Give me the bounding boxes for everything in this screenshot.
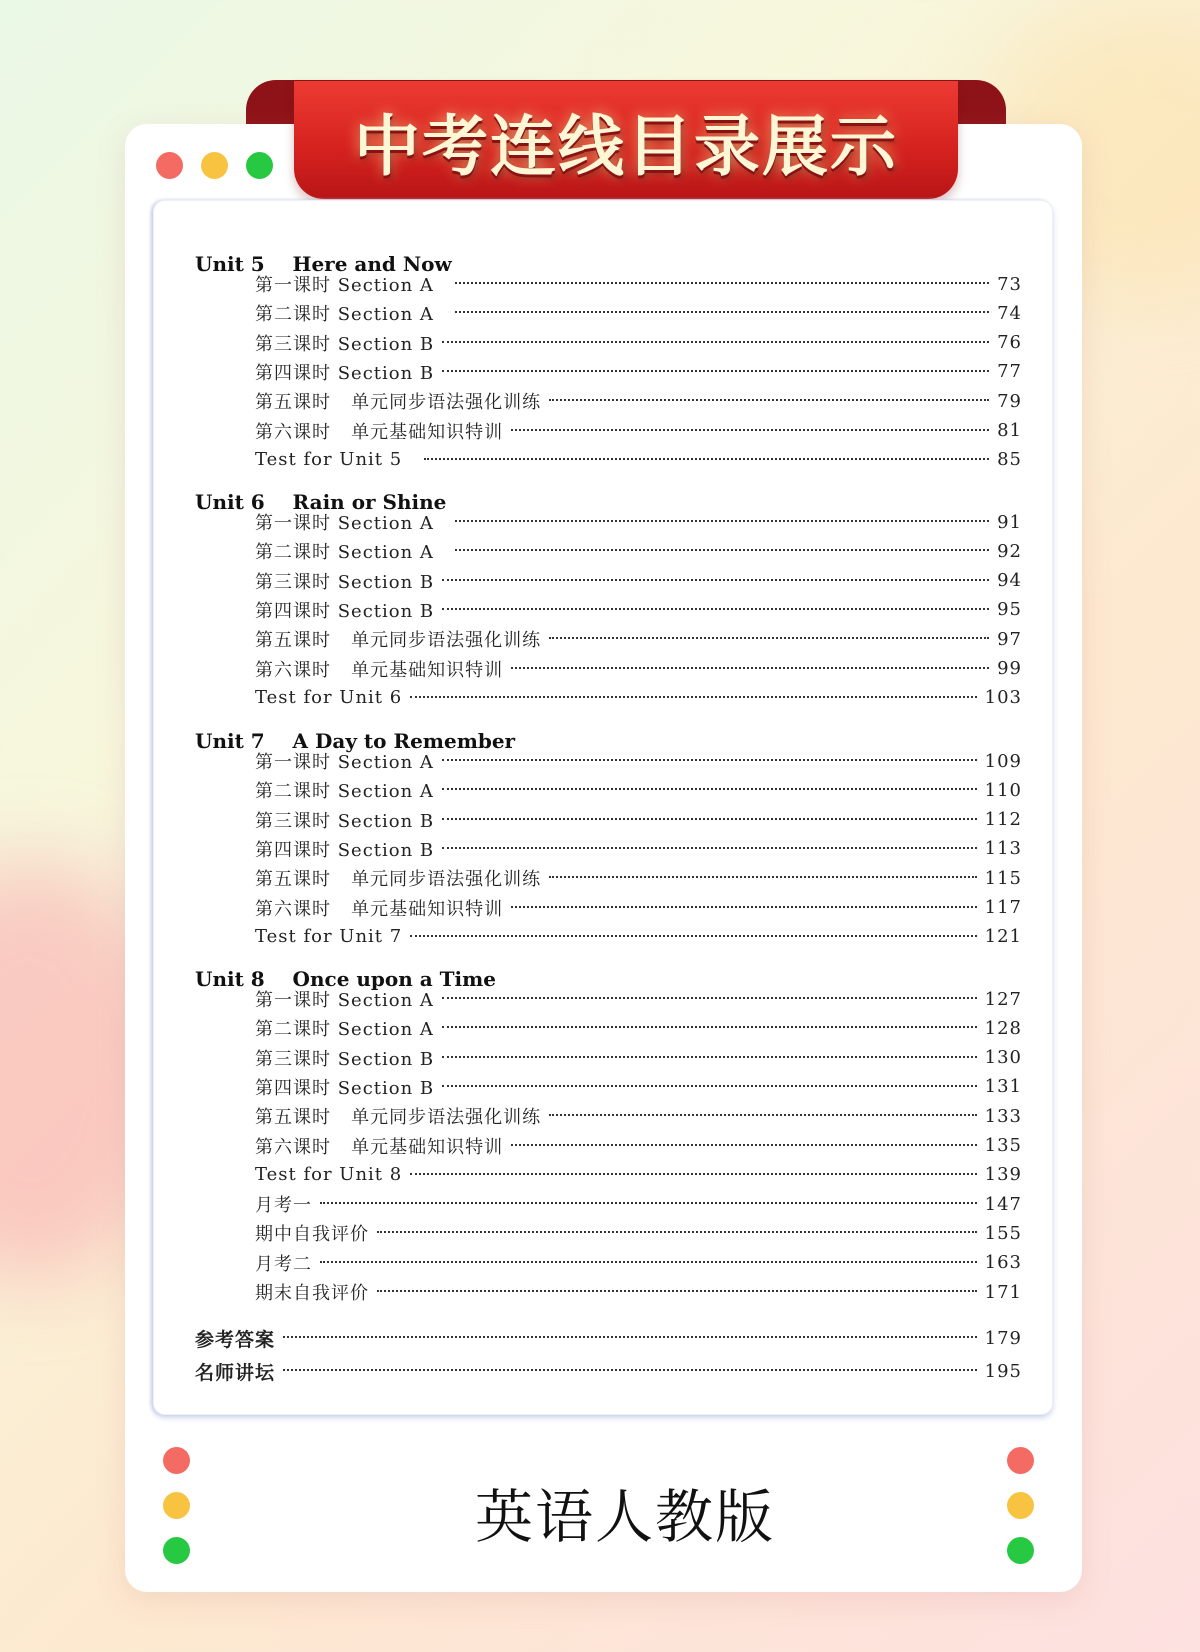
toc-entry-label: 第六课时 单元基础知识特训 — [255, 659, 504, 681]
window-dot-green — [246, 152, 273, 179]
toc-entry-page: 85 — [997, 449, 1022, 471]
toc-entry-label: 名师讲坛 — [195, 1361, 276, 1384]
toc-entry-page: 103 — [984, 687, 1022, 709]
toc-entry-page: 171 — [984, 1281, 1022, 1303]
dot-leader — [442, 788, 977, 790]
decor-dot-green-right — [1007, 1537, 1034, 1564]
dot-leader — [455, 311, 989, 313]
toc-entry — [255, 1073, 1022, 1101]
toc-entry-page: 113 — [984, 838, 1022, 860]
dot-leader — [410, 696, 976, 698]
toc-entry-page: 115 — [984, 867, 1022, 889]
toc-entry — [255, 358, 1022, 386]
dot-leader — [442, 608, 989, 610]
dot-leader — [511, 1144, 976, 1146]
toc-entry-label: 第一课时 Section A — [255, 752, 434, 773]
toc-entry-page: 73 — [997, 273, 1022, 295]
toc-entry — [255, 537, 1022, 565]
toc-entry-page: 74 — [997, 302, 1022, 324]
toc-entry — [255, 508, 1022, 536]
dot-leader — [410, 1173, 976, 1175]
unit-heading: Unit 5 Here and Now — [195, 252, 452, 276]
toc-entry-page: 131 — [984, 1076, 1022, 1098]
toc-entry-page: 117 — [984, 897, 1022, 918]
decor-dot-green-left — [163, 1537, 190, 1564]
unit-heading: Unit 8 Once upon a Time — [195, 967, 497, 991]
toc-entry-page: 109 — [984, 750, 1022, 772]
toc-entry-label: 第一课时 Section A — [255, 513, 448, 534]
toc-entry-label: Test for Unit 6 — [255, 687, 403, 709]
window-dot-yellow — [201, 152, 228, 179]
toc-entry — [255, 1278, 1022, 1306]
toc-entry-page: 77 — [997, 361, 1022, 383]
toc-entry-page: 147 — [984, 1193, 1022, 1215]
toc-entry-page: 128 — [984, 1017, 1022, 1039]
toc-entry-label: 第二课时 Section A — [255, 781, 434, 803]
toc-entry-page: 127 — [984, 988, 1022, 1010]
toc-entry-page: 79 — [997, 390, 1022, 412]
toc-entry — [255, 835, 1022, 863]
dot-leader — [442, 759, 977, 761]
dot-leader — [511, 429, 989, 431]
toc-entry-page: 91 — [997, 511, 1022, 533]
dot-leader — [424, 458, 989, 460]
toc-entry-label: 第六课时 单元基础知识特训 — [255, 898, 504, 920]
toc-entry — [255, 1219, 1022, 1247]
toc-entry-label: 第五课时 单元同步语法强化训练 — [255, 392, 542, 414]
dot-leader — [549, 399, 989, 401]
toc-entry — [255, 1249, 1022, 1277]
toc-entry-label: 第四课时 Section B — [255, 839, 435, 861]
toc-entry-page: 195 — [984, 1360, 1022, 1382]
toc-entry-page: 179 — [984, 1327, 1022, 1349]
toc-entry-label: 第三课时 Section B — [255, 810, 435, 832]
decor-dot-yellow-right — [1007, 1492, 1034, 1519]
toc-entry-page: 112 — [984, 809, 1022, 831]
toc-entry — [255, 417, 1022, 445]
title-banner — [294, 81, 958, 199]
toc-entry — [255, 596, 1022, 624]
dot-leader — [377, 1231, 977, 1233]
toc-entry-label: Test for Unit 5 — [255, 449, 416, 471]
dot-leader — [442, 1085, 976, 1087]
toc-entry-label: 第六课时 单元基础知识特训 — [255, 421, 504, 443]
toc-entry — [255, 625, 1022, 653]
toc-entry-page: 130 — [984, 1047, 1022, 1069]
toc-entry — [255, 894, 1022, 922]
toc-entry-label: Test for Unit 8 — [255, 1164, 403, 1186]
toc-entry — [255, 1014, 1022, 1042]
dot-leader — [410, 935, 976, 937]
dot-leader — [442, 847, 976, 849]
toc-entry-page: 97 — [997, 628, 1022, 650]
toc-entry — [255, 299, 1022, 327]
toc-extra-entry — [195, 1357, 1022, 1385]
toc-entry — [255, 387, 1022, 415]
dot-leader — [320, 1261, 977, 1263]
toc-entry-page: 94 — [997, 570, 1022, 592]
toc-entry-page: 155 — [984, 1222, 1022, 1244]
toc-entry-label: 第六课时 单元基础知识特训 — [255, 1136, 504, 1158]
toc-entry-page: 110 — [984, 779, 1022, 801]
toc-entry — [255, 655, 1022, 683]
dot-leader — [511, 906, 976, 908]
toc-entry-label: 月考一 — [255, 1195, 312, 1217]
toc-extra-entry — [195, 1324, 1022, 1352]
dot-leader — [442, 1056, 976, 1058]
dot-leader — [283, 1336, 977, 1338]
toc-entry-label: 第三课时 Section B — [255, 1048, 435, 1070]
dot-leader — [442, 818, 976, 820]
toc-entry-label: 第二课时 Section A — [255, 304, 448, 326]
toc-entry-label: 第五课时 单元同步语法强化训练 — [255, 1107, 542, 1129]
toc-entry — [255, 1102, 1022, 1130]
dot-leader — [377, 1290, 977, 1292]
toc-entry-label: 月考二 — [255, 1253, 312, 1275]
toc-entry-page: 92 — [997, 540, 1022, 562]
toc-entry-label: 第四课时 Section B — [255, 600, 435, 622]
decor-dot-red-right — [1007, 1447, 1034, 1474]
dot-leader — [442, 1026, 977, 1028]
toc-entry-page: 135 — [984, 1135, 1022, 1156]
dot-leader — [455, 282, 989, 284]
toc-entry — [255, 1044, 1022, 1072]
toc-entry-label: 第二课时 Section A — [255, 542, 448, 564]
banner-title: 中考连线目录展示 — [354, 107, 898, 185]
toc-entry-page: 139 — [984, 1164, 1022, 1186]
toc-entry-label: 第三课时 Section B — [255, 333, 435, 355]
dot-leader — [455, 520, 989, 522]
toc-entry-page: 163 — [984, 1252, 1022, 1274]
dot-leader — [442, 370, 989, 372]
toc-entry-label: 第三课时 Section B — [255, 571, 435, 593]
toc-entry — [255, 806, 1022, 834]
toc-entry-label: 第五课时 单元同步语法强化训练 — [255, 630, 542, 652]
toc-entry — [255, 270, 1022, 298]
edition-label: 英语人教版 — [474, 1483, 775, 1551]
toc-entry — [255, 684, 1022, 712]
toc-entry-label: Test for Unit 7 — [255, 926, 403, 948]
toc-entry-label: 第一课时 Section A — [255, 275, 448, 296]
toc-entry-page: 81 — [997, 420, 1022, 441]
toc-entry — [255, 1132, 1022, 1160]
toc-entry-label: 参考答案 — [195, 1328, 276, 1351]
dot-leader — [442, 997, 977, 999]
dot-leader — [442, 341, 989, 343]
dot-leader — [549, 1114, 976, 1116]
toc-entry — [255, 864, 1022, 892]
toc-entry — [255, 1190, 1022, 1218]
toc-entry-label: 期末自我评价 — [255, 1283, 369, 1304]
dot-leader — [442, 579, 989, 581]
dot-leader — [511, 667, 989, 669]
toc-entry — [255, 1161, 1022, 1189]
toc-entry — [255, 567, 1022, 595]
toc-entry-label: 第五课时 单元同步语法强化训练 — [255, 869, 542, 891]
dot-leader — [455, 549, 989, 551]
unit-heading: Unit 6 Rain or Shine — [195, 490, 447, 514]
toc-entry-label: 第四课时 Section B — [255, 362, 435, 384]
toc-entry-page: 121 — [984, 926, 1022, 948]
toc-entry — [255, 747, 1022, 775]
toc-entry-label: 第一课时 Section A — [255, 990, 434, 1011]
toc-entry-label: 期中自我评价 — [255, 1224, 369, 1246]
toc-entry-label: 第四课时 Section B — [255, 1077, 435, 1099]
toc-entry-page: 76 — [997, 332, 1022, 354]
toc-entry — [255, 329, 1022, 357]
decor-dot-yellow-left — [163, 1492, 190, 1519]
toc-entry — [255, 923, 1022, 951]
toc-entry-page: 99 — [997, 658, 1022, 679]
dot-leader — [320, 1202, 977, 1204]
dot-leader — [549, 876, 976, 878]
toc-entry-page: 95 — [997, 599, 1022, 621]
dot-leader — [283, 1369, 977, 1371]
toc-entry — [255, 985, 1022, 1013]
toc-entry — [255, 446, 1022, 474]
toc-entry-label: 第二课时 Section A — [255, 1019, 434, 1041]
window-dot-red — [156, 152, 183, 179]
toc-entry — [255, 776, 1022, 804]
unit-heading: Unit 7 A Day to Remember — [195, 729, 516, 753]
dot-leader — [549, 637, 989, 639]
toc-entry-page: 133 — [984, 1105, 1022, 1127]
decor-dot-red-left — [163, 1447, 190, 1474]
